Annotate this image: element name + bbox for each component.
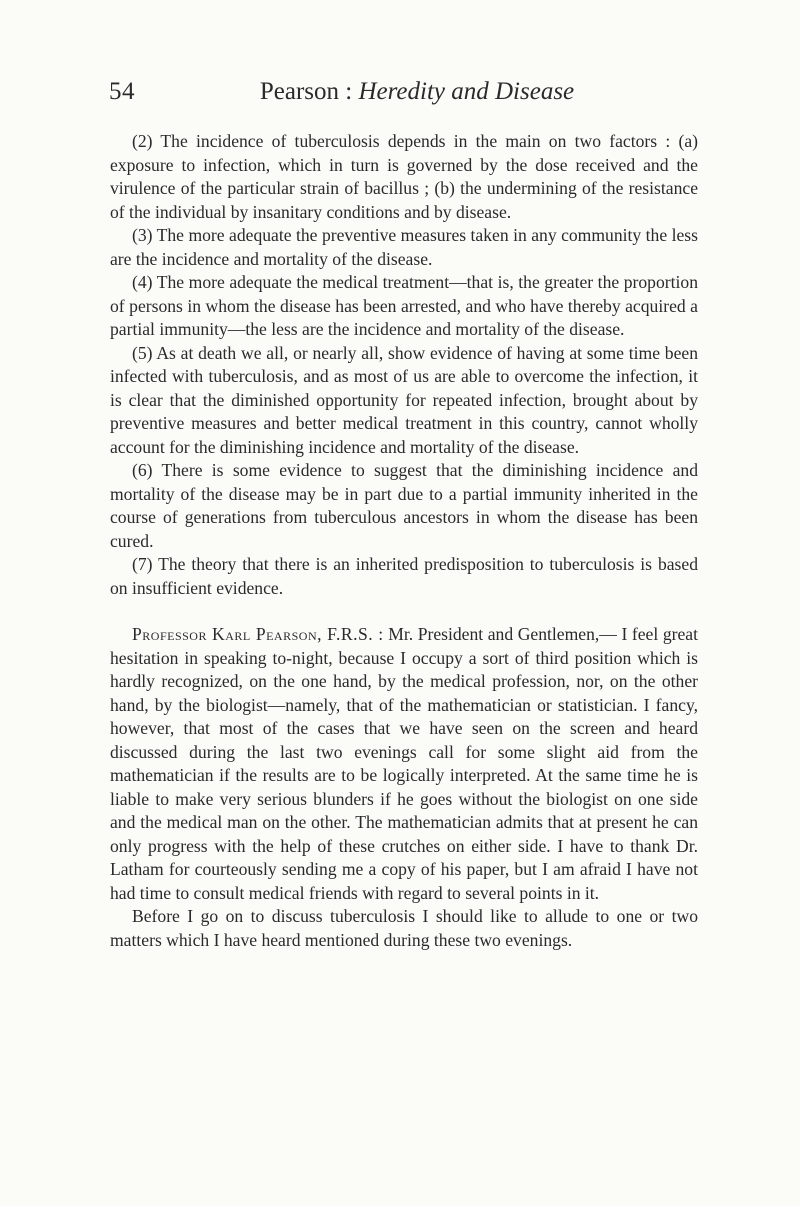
numbered-paragraph: (5) As at death we all, or nearly all, show evidence of having at some time been infected with tuberculosis, and as most of us are able to overcome the infection, it is clear that the diminished opportunity for repeated infection, brought about by preventive measures and better medical treatment in this country, cannot wholly account for the diminishing incidence and mortality of the disease.	[110, 342, 698, 457]
numbered-paragraph: (2) The incidence of tuberculosis depends in the main on two factors : (a) exposure to infection, which in turn is governed by the dose received and the virulence of the particular strain of bacillus ; (b) the undermining of the resistance of the individual by insanitary conditions and by disease.	[110, 131, 698, 222]
running-head-title: Heredity and Disease	[358, 78, 575, 105]
speaker-name: Professor Karl Pearson, F.R.S. :	[132, 624, 384, 644]
running-head	[0, 78, 800, 106]
speech-paragraph	[110, 623, 698, 905]
speech-text: Mr. President and Gentlemen,— I feel great hesitation in speaking to-night, because I occupy a sort of third position which is hardly recognized, on the one hand, by the medical profession, nor, on the other hand, by the biologist—namely, that of the mathematician or statistician. I fancy, however, that most of the cases that we have seen on the screen and heard discussed during the last two evenings call for some slight aid from the mathematician if the results are to be logically interpreted. At the same time he is liable to make very serious blunders if he goes without the biologist on one side and the medical man on the other. The mathematician admits that at present he can only progress with the help of these crutches on either side. I have to thank Dr. Latham for courteously sending me a copy of his paper, but I am afraid I have not had time to consult medical friends with regard to several points in it.	[110, 624, 698, 903]
speech-continuation: Before I go on to discuss tuberculosis I should like to allude to one or two matters which I have heard mentioned during these two evenings.	[110, 906, 698, 950]
numbered-paragraph: (4) The more adequate the medical treatment—that is, the greater the proportion of persons in whom the disease has been arrested, and who have thereby acquired a partial immunity—the less are the incidence and mortality of the disease.	[110, 272, 698, 339]
body-text	[110, 130, 698, 952]
page-number: 54	[109, 78, 135, 105]
running-head-author: Pearson :	[259, 78, 353, 105]
numbered-paragraph: (3) The more adequate the preventive measures taken in any community the less are the incidence and mortality of the disease.	[110, 225, 698, 269]
page-header	[0, 78, 800, 118]
numbered-paragraph: (7) The theory that there is an inherited predisposition to tuberculosis is based on insufficient evidence.	[110, 554, 698, 598]
numbered-paragraph: (6) There is some evidence to suggest that the diminishing incidence and mortality of the disease may be in part due to a partial immunity inherited in the course of generations from tuberculous ancestors in whom the disease has been cured.	[110, 460, 698, 551]
